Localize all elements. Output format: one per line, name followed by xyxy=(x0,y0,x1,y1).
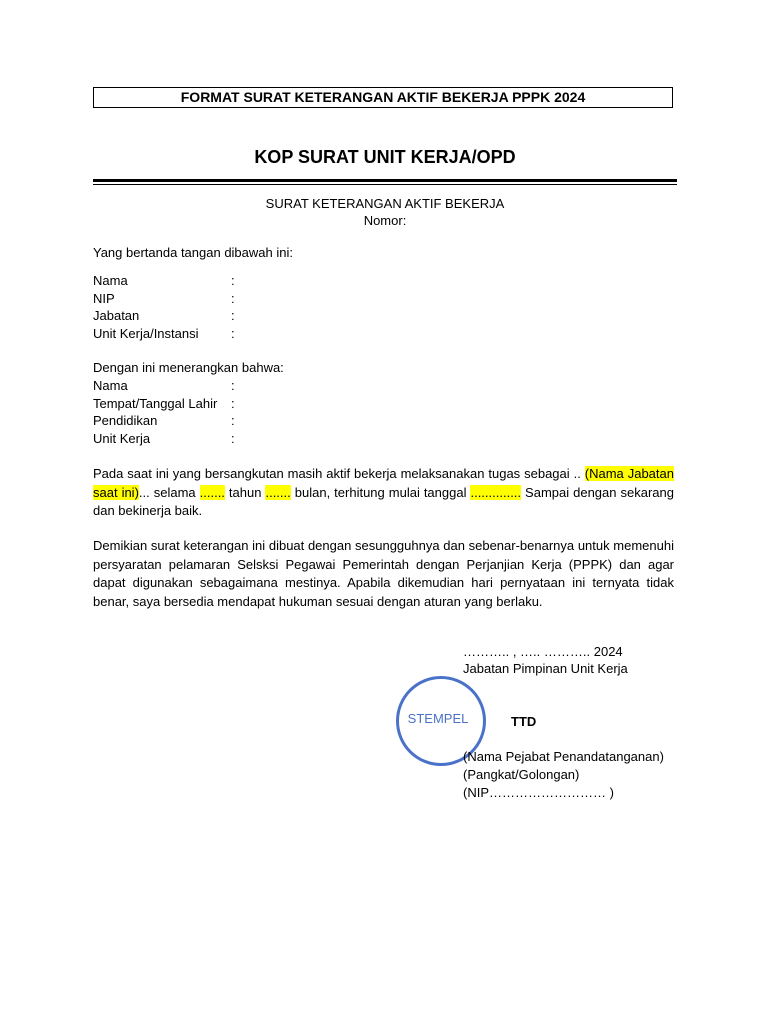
field-colon: : xyxy=(231,290,235,306)
body-paragraph-closing: Demikian surat keterangan ini dibuat dengan sesungguhnya dan sebenar-benarnya untuk memenuhi persyaratan pelamaran Selsksi Pegawai Pemerintah dengan Perjanjian Kerja (PPPK) dan agar dapat digunakan sebagaimana mestinya. Apabila dikemudian hari pernyataan ini ternyata tidak benar, saya bersedia mendapat hukuman sesuai dengan aturan yang berlaku. xyxy=(93,538,674,609)
body-text: bulan, terhitung mulai tanggal xyxy=(290,484,471,500)
sign-date: ……….. , ….. ……….. 2024 xyxy=(463,644,623,659)
placeholder-start-date: .............. xyxy=(470,484,522,500)
intro-text: Yang bertanda tangan dibawah ini: xyxy=(93,245,293,260)
stamp-label: STEMPEL xyxy=(407,711,469,726)
placeholder-job-title: (Nama Jabatan saat ini) xyxy=(93,466,674,500)
field-colon: : xyxy=(231,308,235,323)
field-label: Tempat/Tanggal Lahir xyxy=(93,395,218,411)
letterhead-title: KOP SURAT UNIT KERJA/OPD xyxy=(254,147,516,167)
signer-rank: (Pangkat/Golongan) xyxy=(463,767,580,782)
field-colon: : xyxy=(231,273,235,288)
signer-nip: (NIP……………………… ) xyxy=(463,785,614,800)
format-title-box xyxy=(93,87,673,108)
letterhead-rule-thin xyxy=(93,184,677,185)
field-colon: : xyxy=(231,413,235,428)
field-colon: : xyxy=(231,430,235,446)
letter-number: Nomor: xyxy=(363,213,407,228)
letterhead-rule-thick xyxy=(93,179,677,182)
body-text: tahun xyxy=(224,484,266,500)
signer-name: (Nama Pejabat Penandatanganan) xyxy=(463,749,664,764)
letter-title: SURAT KETERANGAN AKTIF BEKERJA xyxy=(265,196,505,211)
body-text: Pada saat ini yang bersangkutan masih aktif bekerja melaksanakan tugas sebagai .. xyxy=(93,466,585,481)
field-colon: : xyxy=(231,395,235,411)
field-label: Jabatan xyxy=(93,308,140,323)
field-colon: : xyxy=(231,378,235,393)
field-label: Nama xyxy=(93,378,128,393)
field-label: NIP xyxy=(93,290,115,306)
field-label: Unit Kerja/Instansi xyxy=(93,325,199,341)
body-text: Sampai dengan sekarang dan bekinerja baik. xyxy=(93,484,674,518)
field-colon: : xyxy=(231,325,235,341)
body-text: ... selama xyxy=(138,484,200,500)
field-label: Unit Kerja xyxy=(93,430,151,446)
sign-position: Jabatan Pimpinan Unit Kerja xyxy=(463,661,628,676)
field-label: Pendidikan xyxy=(93,413,158,428)
signature-placeholder: TTD xyxy=(511,714,537,729)
placeholder-months: ....... xyxy=(265,484,291,500)
placeholder-years: ....... xyxy=(199,484,225,500)
format-title: FORMAT SURAT KETERANGAN AKTIF BEKERJA PPPK 2024 xyxy=(180,89,586,105)
body-paragraph-status xyxy=(93,465,674,521)
field-label: Nama xyxy=(93,273,128,288)
declare-text: Dengan ini menerangkan bahwa: xyxy=(93,360,284,375)
